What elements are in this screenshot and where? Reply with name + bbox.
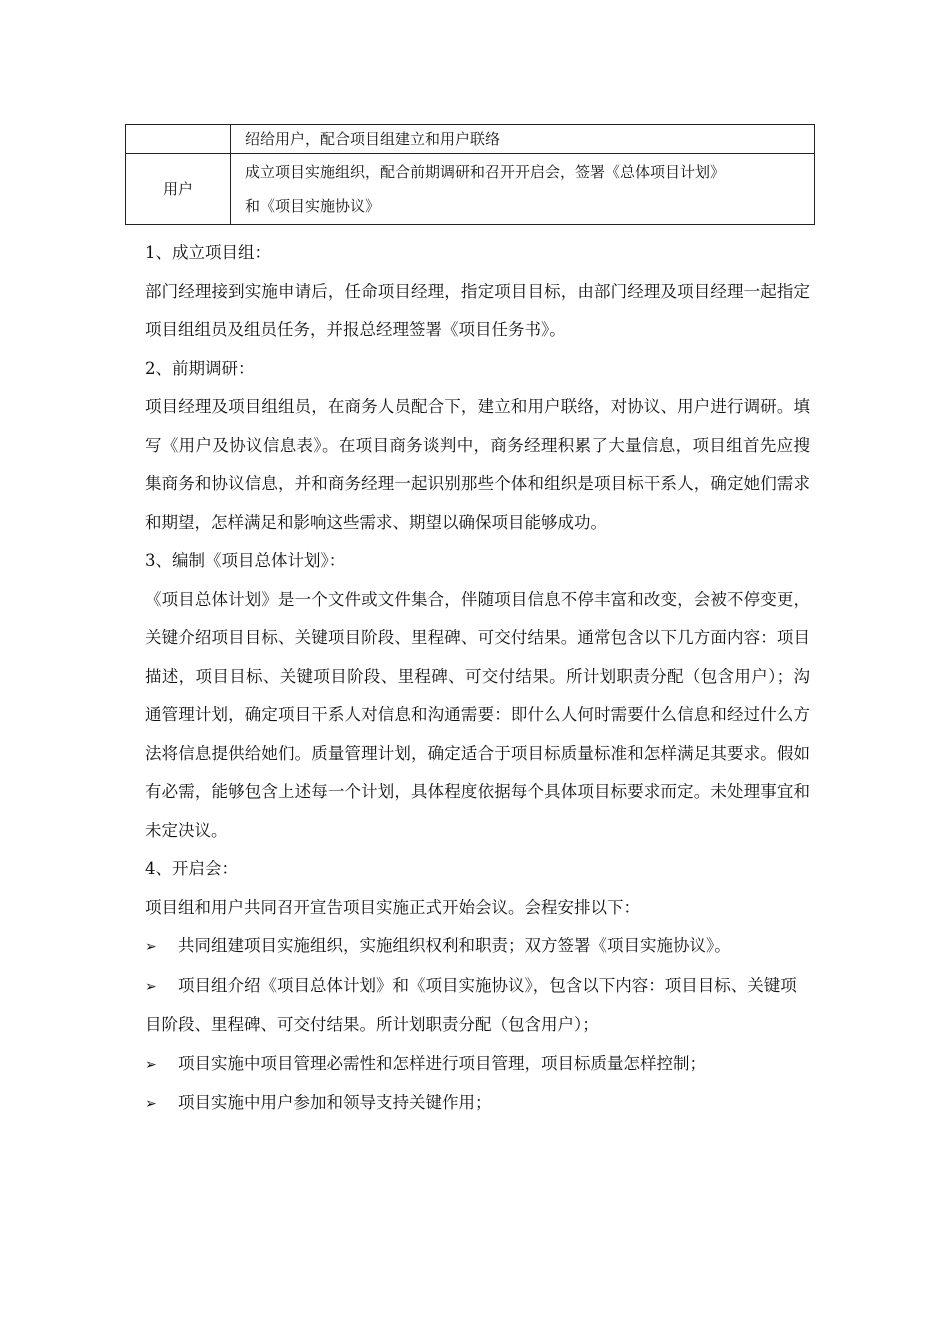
list-item-text: 项目实施中用户参加和领导支持关键作用； (178, 1093, 492, 1112)
section-heading: 4、开启会： (145, 859, 238, 878)
section-heading: 3、编制《项目总体计划》： (145, 551, 346, 570)
arrow-bullet-icon: ➢ (145, 939, 157, 955)
table-cell-role: 用户 (126, 154, 231, 225)
table-row (126, 154, 815, 225)
responsibility-table (125, 124, 815, 225)
section-heading: 1、成立项目组： (145, 243, 271, 262)
list-item-text: 共同组建项目实施组织，实施组织权利和职责；双方签署《项目实施协议》。 (178, 936, 731, 955)
arrow-bullet-icon: ➢ (145, 1056, 157, 1073)
cell-line: 成立项目实施组织，配合前期调研和召开开启会，签署《总体项目计划》 (245, 163, 726, 181)
arrow-bullet-icon: ➢ (145, 1096, 157, 1112)
table-cell-role (126, 125, 231, 154)
list-item-text: 项目实施中项目管理必需性和怎样进行项目管理，项目标质量怎样控制； (178, 1053, 706, 1073)
list-item (145, 1084, 810, 1124)
cell-line: 和《项目实施协议》 (245, 197, 381, 215)
section-paragraph: 《项目总体计划》是一个文件或文件集合，伴随项目信息不停丰富和改变，会被不停变更，关键介绍项目目标、关键项目阶段、里程碑、可交付结果。通常包含以下几方面内容：项目描述，项目目标、关键项目阶段、里程碑、可交付结果。所计划职责分配（包含用户）；沟通管理计划，确定项目干系人对信息和沟通需要：即什么人何时需要什么信息和经过什么方法将信息提供给她们。质量管理计划，确定适合于项目标质量标准和怎样满足其要求。假如有必需，能够包含上述每一个计划，具体程度依据每个具体项目标要求而定。未处理事宜和未定决议。 (145, 589, 810, 840)
section-paragraph: 部门经理接到实施申请后，任命项目经理，指定项目目标，由部门经理及项目经理一起指定项目组组员及组员任务，并报总经理签署《项目任务书》。 (145, 281, 810, 339)
section-heading: 2、前期调研： (145, 358, 255, 378)
list-item (145, 927, 810, 967)
list-item-text: 项目组介绍《项目总体计划》和《项目实施协议》，包含以下内容：项目目标、关键项目阶段、里程碑、可交付结果。所计划职责分配（包含用户）； (145, 975, 797, 1034)
list-item (145, 967, 810, 1045)
list-item (145, 1045, 810, 1085)
section-paragraph: 项目经理及项目组组员，在商务人员配合下，建立和用户联络，对协议、用户进行调研。填写《用户及协议信息表》。在项目商务谈判中，商务经理积累了大量信息，项目组首先应搜集商务和协议信息，并和商务经理一起识别那些个体和组织是项目标干系人，确定她们需求和期望，怎样满足和影响这些需求、期望以确保项目能够成功。 (145, 397, 810, 532)
table-row (126, 125, 815, 154)
table-cell-description (231, 125, 815, 154)
arrow-bullet-icon: ➢ (145, 978, 157, 995)
document-body (145, 234, 810, 1124)
table-cell-description (231, 154, 815, 225)
cell-line: 绍给用户，配合项目组建立和用户联络 (245, 130, 501, 148)
bullet-list (145, 927, 810, 1124)
section-paragraph: 项目组和用户共同召开宣告项目实施正式开始会议。会程安排以下： (145, 897, 640, 917)
